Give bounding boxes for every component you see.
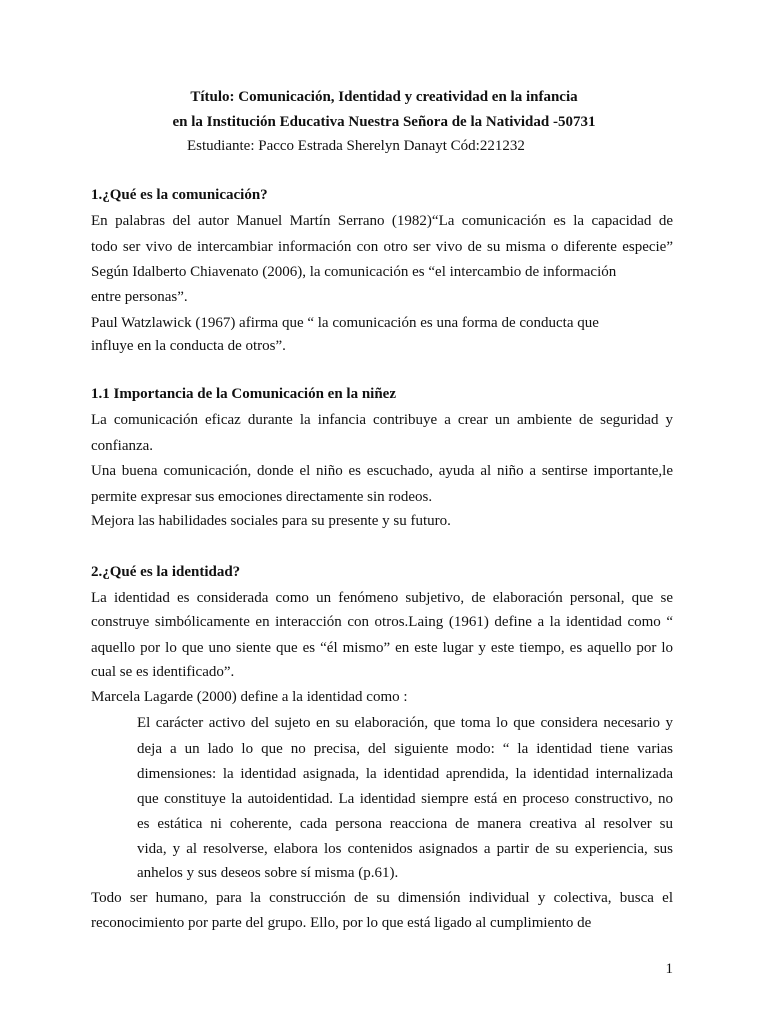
section-2-heading: 2.¿Qué es la identidad? (91, 564, 241, 580)
paragraph-line: permite expresar sus emociones directamente sin rodeos. (91, 489, 433, 505)
title-line-1: Título: Comunicación, Identidad y creatividad en la infancia (190, 89, 578, 105)
quote-line: anhelos y sus deseos sobre sí misma (p.61). (137, 865, 399, 881)
quote-line: El carácter activo del sujeto en su elaboración, que toma lo que considera necesario y (137, 715, 673, 731)
paragraph-line: aquello por lo que uno siente que es “él mismo” en este lugar y este tiempo, es aquello por lo (91, 640, 673, 656)
student-line: Estudiante: Pacco Estrada Sherelyn Danayt Cód:221232 (187, 138, 525, 154)
quote-line: dimensiones: la identidad asignada, la identidad aprendida, la identidad internalizada (137, 766, 673, 782)
quote-line: vida, y al resolverse, elabora los contenidos asignados a partir de su experiencia, sus (137, 841, 673, 857)
paragraph-line: La comunicación eficaz durante la infancia contribuye a crear un ambiente de seguridad y (91, 412, 673, 428)
paragraph-line: reconocimiento por parte del grupo. Ello, por lo que está ligado al cumplimiento de (91, 915, 592, 931)
paragraph-line: entre personas”. (91, 289, 188, 305)
paragraph-line: Todo ser humano, para la construcción de su dimensión individual y colectiva, busca el (91, 890, 673, 906)
paragraph-line: En palabras del autor Manuel Martín Serrano (1982)“La comunicación es la capacidad de (91, 213, 673, 229)
paragraph-line: confianza. (91, 438, 154, 454)
title-line-2: en la Institución Educativa Nuestra Señora de la Natividad -50731 (172, 114, 596, 130)
paragraph-line: cual se es identificado”. (91, 664, 235, 680)
quote-line: es estática ni coherente, cada persona reacciona de manera creativa al resolver su (137, 816, 673, 832)
paragraph-line: influye en la conducta de otros”. (91, 338, 286, 354)
section-1-1-heading: 1.1 Importancia de la Comunicación en la niñez (91, 386, 397, 402)
paragraph-line: Según Idalberto Chiavenato (2006), la comunicación es “el intercambio de información (91, 264, 617, 280)
section-1-heading: 1.¿Qué es la comunicación? (91, 187, 268, 203)
paragraph-line: Mejora las habilidades sociales para su presente y su futuro. (91, 513, 451, 529)
paragraph-line: Una buena comunicación, donde el niño es escuchado, ayuda al niño a sentirse importante,le (91, 463, 673, 479)
page-number: 1 (665, 961, 673, 977)
quote-line: deja a un lado lo que no precisa, del siguiente modo: “ la identidad tiene varias (137, 741, 673, 757)
paragraph-line: construye simbólicamente en interacción con otros.Laing (1961) define a la identidad como “ (91, 614, 673, 630)
paragraph-line: todo ser vivo de intercambiar información con otro ser vivo de su misma o diferente especie” (91, 239, 673, 255)
quote-line: que constituye la autoidentidad. La identidad siempre está en proceso constructivo, no (137, 791, 673, 807)
paragraph-line: Marcela Lagarde (2000) define a la identidad como : (91, 689, 408, 705)
paragraph-line: Paul Watzlawick (1967) afirma que “ la comunicación es una forma de conducta que (91, 315, 599, 331)
paragraph-line: La identidad es considerada como un fenómeno subjetivo, de elaboración personal, que se (91, 590, 673, 606)
